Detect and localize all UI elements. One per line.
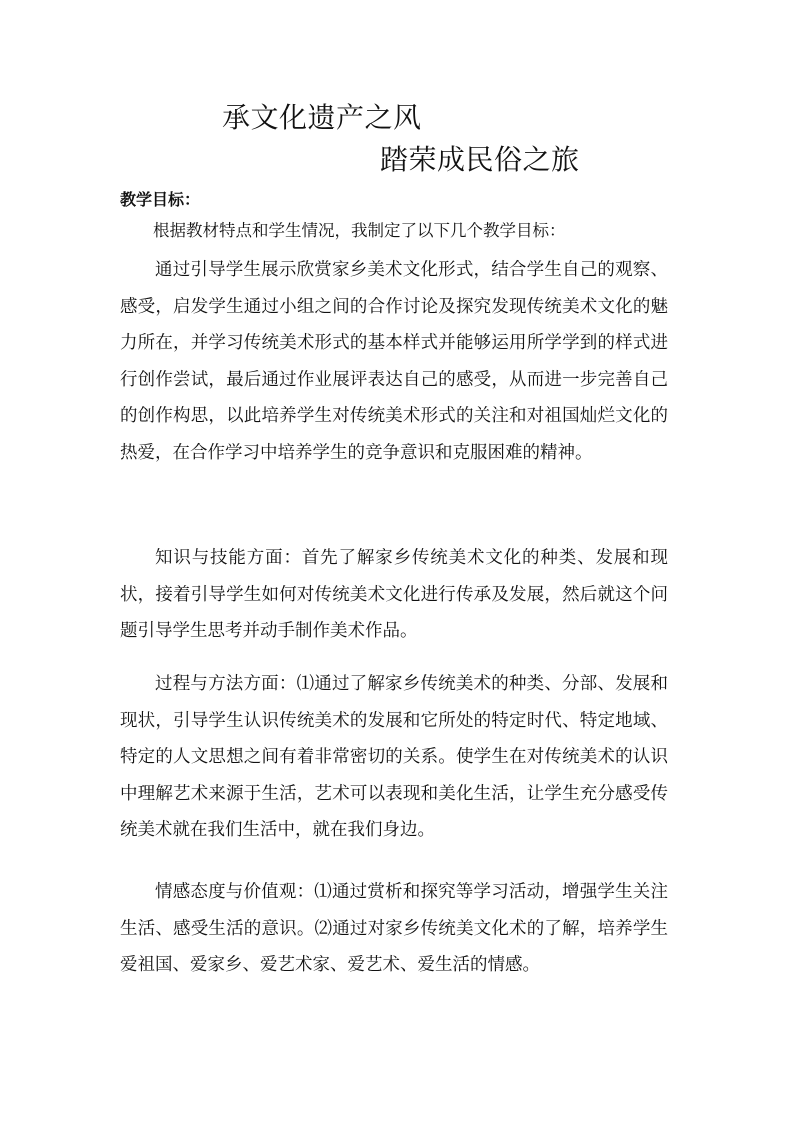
intro-paragraph: 根据教材特点和学生情况，我制定了以下几个教学目标： [153,221,566,240]
paragraph-overview: 通过引导学生展示欣赏家乡美术文化形式，结合学生自己的观察、感受，启发学生通过小组之间的合作讨论及探究发现传统美术文化的魅力所在，并学习传统美术形式的基本样式并能够运用所学学到的样式进行创作尝试，最后通过作业展评表达自己的感受，从而进一步完善自己的创作构思，以此培养学生对传统美术形式的关注和对祖国灿烂文化的热爱，在合作学习中培养学生的竞争意识和克服困难的精神。 [120,260,668,463]
section-label-teaching-objectives: 教学目标： [120,190,201,209]
title-line-2: 踏荣成民俗之旅 [380,143,580,176]
paragraph-process-methods: 过程与方法方面：⑴通过了解家乡传统美术的种类、分部、发展和现状，引导学生认识传统美术的发展和它所处的特定时代、特定地域、特定的人文思想之间有着非常密切的关系。使学生在对传统美术的认识中理解艺术来源于生活，艺术可以表现和美化生活，让学生充分感受传统美术就在我们生活中，就在我们身边。 [120,674,668,840]
title-line-1: 承文化遗产之风 [222,101,422,134]
paragraph-emotion-values: 情感态度与价值观：⑴通过赏析和探究等学习活动，增强学生关注生活、感受生活的意识。⑵通过对家乡传统美文化术的了解，培养学生爱祖国、爱家乡、爱艺术家、爱艺术、爱生活的情感。 [120,882,668,975]
paragraph-knowledge-skills: 知识与技能方面：首先了解家乡传统美术文化的种类、发展和现状，接着引导学生如何对传统美术文化进行传承及发展，然后就这个问题引导学生思考并动手制作美术作品。 [120,548,668,641]
